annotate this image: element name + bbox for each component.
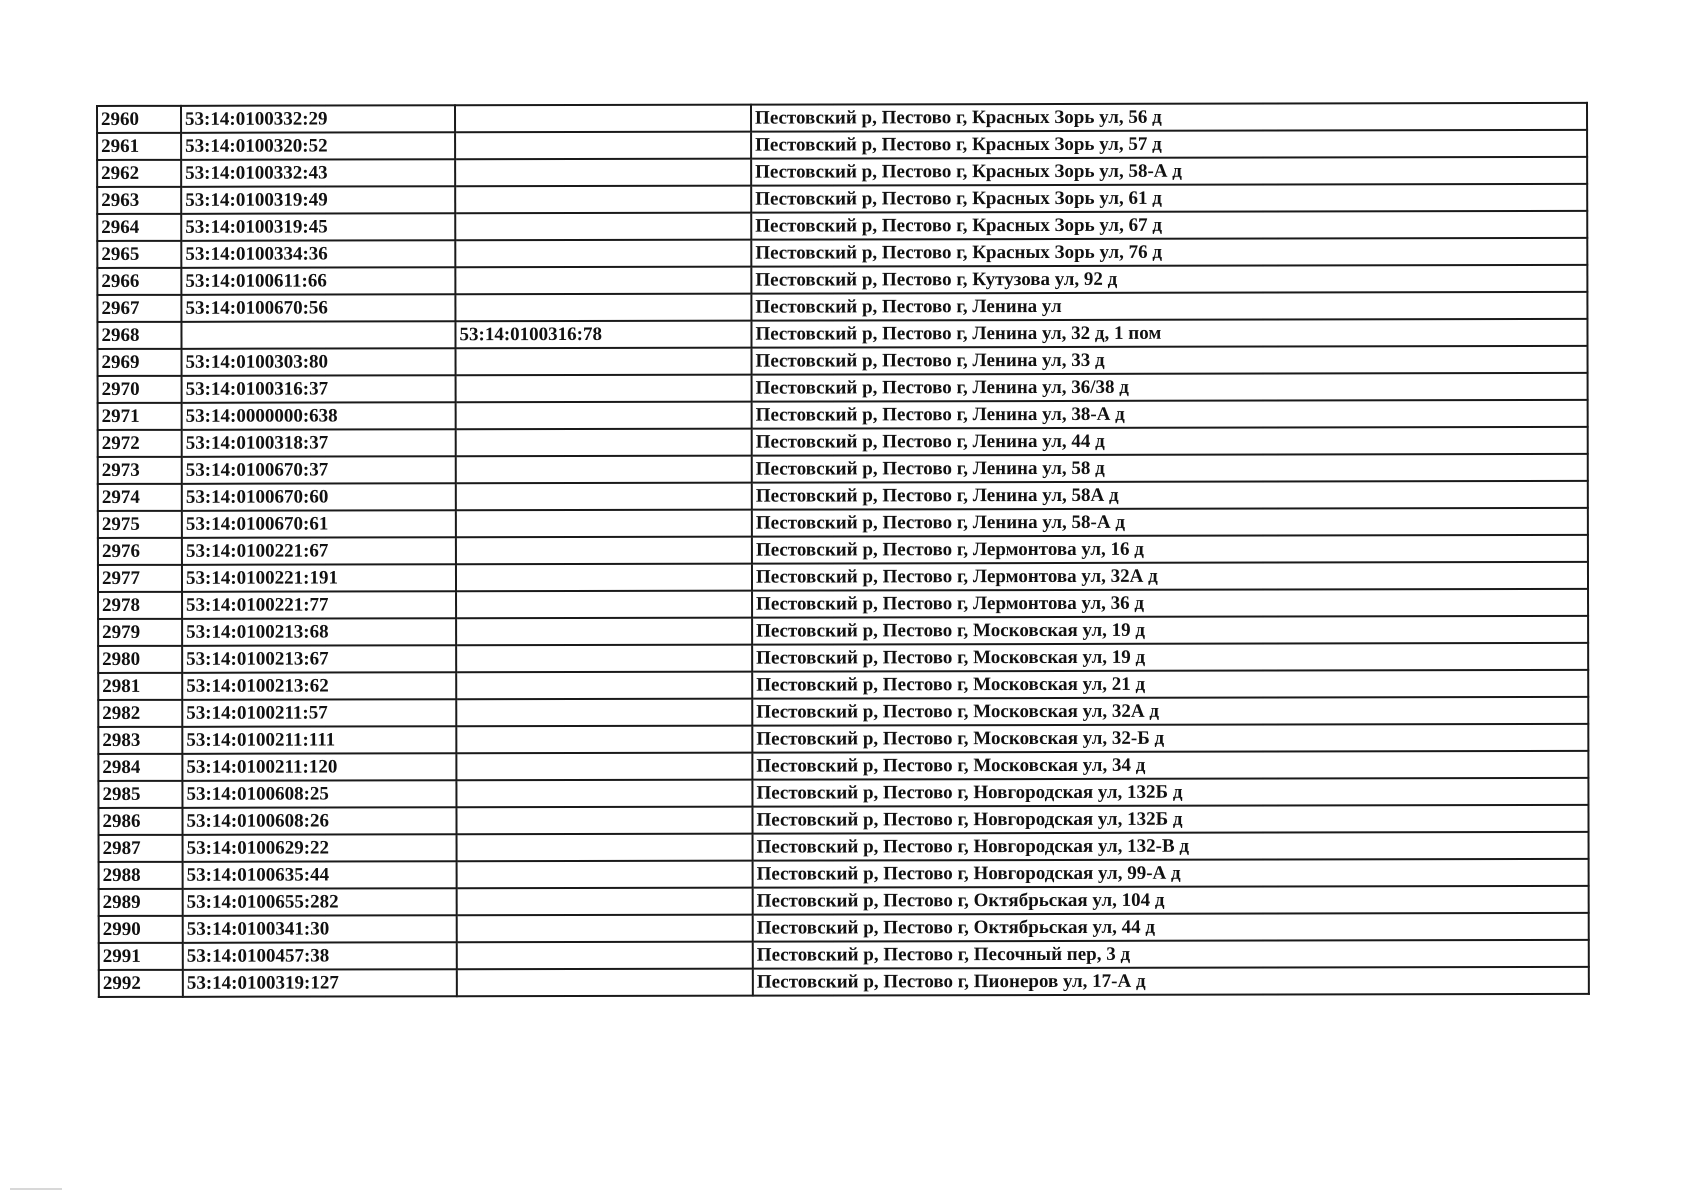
parent-cadastral-number <box>456 564 752 592</box>
cadastral-number: 53:14:0100211:120 <box>182 753 456 781</box>
row-number: 2975 <box>98 511 182 538</box>
cadastral-number: 53:14:0100213:62 <box>182 672 456 700</box>
row-number: 2985 <box>98 781 182 808</box>
table-row <box>97 292 1587 322</box>
parent-cadastral-number <box>455 132 751 160</box>
property-registry-table <box>96 102 1590 998</box>
table-row <box>98 562 1588 592</box>
table-row <box>99 940 1589 970</box>
address: Пестовский р, Пестово г, Красных Зорь ул, 57 д <box>751 130 1587 159</box>
cadastral-number: 53:14:0100629:22 <box>183 834 457 862</box>
table-row <box>98 616 1588 646</box>
parent-cadastral-number <box>455 213 751 241</box>
address: Пестовский р, Пестово г, Красных Зорь ул, 58-А д <box>751 157 1587 186</box>
row-number: 2961 <box>97 133 181 160</box>
address: Пестовский р, Пестово г, Ленина ул, 58-А д <box>752 508 1588 537</box>
cadastral-number: 53:14:0100341:30 <box>183 915 457 943</box>
cadastral-number: 53:14:0100320:52 <box>181 132 455 160</box>
parent-cadastral-number <box>457 861 753 889</box>
address: Пестовский р, Пестово г, Лермонтова ул, 32А д <box>752 562 1588 591</box>
cadastral-number: 53:14:0100334:36 <box>181 240 455 268</box>
parent-cadastral-number <box>456 402 752 430</box>
cadastral-number: 53:14:0100319:127 <box>183 969 457 997</box>
table-row <box>97 265 1587 295</box>
registry-table-body <box>97 103 1589 997</box>
cadastral-number: 53:14:0100670:60 <box>182 483 456 511</box>
address: Пестовский р, Пестово г, Красных Зорь ул, 67 д <box>751 211 1587 240</box>
table-row <box>97 130 1587 160</box>
row-number: 2966 <box>97 268 181 295</box>
parent-cadastral-number <box>457 915 753 943</box>
table-row <box>98 454 1588 484</box>
table-row <box>99 913 1589 943</box>
parent-cadastral-number <box>457 969 753 997</box>
address: Пестовский р, Пестово г, Октябрьская ул, 44 д <box>753 913 1589 942</box>
row-number: 2963 <box>97 187 181 214</box>
cadastral-number: 53:14:0100213:67 <box>182 645 456 673</box>
cadastral-number: 53:14:0100316:37 <box>182 375 456 403</box>
row-number: 2979 <box>98 619 182 646</box>
table-row <box>99 886 1589 916</box>
address: Пестовский р, Пестово г, Московская ул, 32А д <box>752 697 1588 726</box>
table-row <box>97 238 1587 268</box>
address: Пестовский р, Пестово г, Лермонтова ул, 16 д <box>752 535 1588 564</box>
address: Пестовский р, Пестово г, Песочный пер, 3 д <box>753 940 1589 969</box>
cadastral-number: 53:14:0100670:61 <box>182 510 456 538</box>
row-number: 2981 <box>98 673 182 700</box>
row-number: 2964 <box>97 214 181 241</box>
row-number: 2987 <box>99 835 183 862</box>
table-row <box>98 778 1588 808</box>
table-row <box>98 724 1588 754</box>
parent-cadastral-number <box>456 699 752 727</box>
table-row <box>98 481 1588 511</box>
address: Пестовский р, Пестово г, Ленина ул, 38-А д <box>752 400 1588 429</box>
cadastral-number: 53:14:0100608:25 <box>182 780 456 808</box>
table-row <box>98 535 1588 565</box>
parent-cadastral-number <box>456 753 752 781</box>
cadastral-number: 53:14:0100608:26 <box>182 807 456 835</box>
cadastral-number: 53:14:0100211:57 <box>182 699 456 727</box>
table-row <box>97 103 1587 133</box>
parent-cadastral-number <box>456 807 752 835</box>
parent-cadastral-number <box>456 591 752 619</box>
address: Пестовский р, Пестово г, Ленина ул, 33 д <box>752 346 1588 375</box>
row-number: 2984 <box>98 754 182 781</box>
address: Пестовский р, Пестово г, Новгородская ул, 99-А д <box>753 859 1589 888</box>
table-row <box>98 751 1588 781</box>
row-number: 2990 <box>99 916 183 943</box>
row-number: 2974 <box>98 484 182 511</box>
address: Пестовский р, Пестово г, Новгородская ул, 132-В д <box>753 832 1589 861</box>
row-number: 2962 <box>97 160 181 187</box>
table-row <box>98 346 1588 376</box>
cadastral-number: 53:14:0100611:66 <box>181 267 455 295</box>
cadastral-number: 53:14:0100319:45 <box>181 213 455 241</box>
address: Пестовский р, Пестово г, Лермонтова ул, 36 д <box>752 589 1588 618</box>
address: Пестовский р, Пестово г, Ленина ул <box>751 292 1587 321</box>
cadastral-number <box>181 321 455 349</box>
row-number: 2988 <box>99 862 183 889</box>
cadastral-number: 53:14:0100635:44 <box>183 861 457 889</box>
address: Пестовский р, Пестово г, Московская ул, 19 д <box>752 643 1588 672</box>
address: Пестовский р, Пестово г, Новгородская ул, 132Б д <box>752 805 1588 834</box>
table-row <box>99 967 1589 997</box>
parent-cadastral-number <box>456 780 752 808</box>
address: Пестовский р, Пестово г, Московская ул, 19 д <box>752 616 1588 645</box>
parent-cadastral-number <box>456 375 752 403</box>
row-number: 2986 <box>98 808 182 835</box>
table-row <box>97 157 1587 187</box>
table-row <box>98 373 1588 403</box>
parent-cadastral-number <box>456 429 752 457</box>
address: Пестовский р, Пестово г, Московская ул, 34 д <box>752 751 1588 780</box>
parent-cadastral-number <box>455 267 751 295</box>
row-number: 2978 <box>98 592 182 619</box>
address: Пестовский р, Пестово г, Кутузова ул, 92 д <box>751 265 1587 294</box>
cadastral-number: 53:14:0100670:37 <box>182 456 456 484</box>
table-row <box>99 859 1589 889</box>
parent-cadastral-number <box>456 726 752 754</box>
cadastral-number: 53:14:0100332:29 <box>181 105 455 133</box>
cadastral-number: 53:14:0100303:80 <box>182 348 456 376</box>
parent-cadastral-number <box>457 888 753 916</box>
cadastral-number: 53:14:0100332:43 <box>181 159 455 187</box>
row-number: 2970 <box>98 376 182 403</box>
row-number: 2965 <box>97 241 181 268</box>
table-row <box>98 697 1588 727</box>
address: Пестовский р, Пестово г, Ленина ул, 44 д <box>752 427 1588 456</box>
parent-cadastral-number <box>455 105 751 133</box>
cadastral-number: 53:14:0100670:56 <box>181 294 455 322</box>
row-number: 2972 <box>98 430 182 457</box>
table-row <box>98 670 1588 700</box>
address: Пестовский р, Пестово г, Московская ул, 32-Б д <box>752 724 1588 753</box>
cadastral-number: 53:14:0100221:77 <box>182 591 456 619</box>
parent-cadastral-number <box>456 618 752 646</box>
cadastral-number: 53:14:0100319:49 <box>181 186 455 214</box>
parent-cadastral-number <box>456 456 752 484</box>
address: Пестовский р, Пестово г, Ленина ул, 58А д <box>752 481 1588 510</box>
row-number: 2973 <box>98 457 182 484</box>
parent-cadastral-number <box>456 348 752 376</box>
row-number: 2969 <box>98 349 182 376</box>
address: Пестовский р, Пестово г, Московская ул, 21 д <box>752 670 1588 699</box>
row-number: 2977 <box>98 565 182 592</box>
cadastral-number: 53:14:0100213:68 <box>182 618 456 646</box>
parent-cadastral-number <box>456 672 752 700</box>
table-row <box>99 832 1589 862</box>
table-row <box>97 184 1587 214</box>
table-row <box>98 643 1588 673</box>
table-row <box>97 211 1587 241</box>
parent-cadastral-number <box>456 483 752 511</box>
row-number: 2980 <box>98 646 182 673</box>
parent-cadastral-number <box>456 510 752 538</box>
cadastral-number: 53:14:0100221:67 <box>182 537 456 565</box>
parent-cadastral-number: 53:14:0100316:78 <box>455 321 751 349</box>
table-row <box>98 427 1588 457</box>
table-row <box>98 589 1588 619</box>
address: Пестовский р, Пестово г, Ленина ул, 36/38 д <box>752 373 1588 402</box>
cadastral-number: 53:14:0100211:111 <box>182 726 456 754</box>
address: Пестовский р, Пестово г, Новгородская ул, 132Б д <box>752 778 1588 807</box>
row-number: 2991 <box>99 943 183 970</box>
cadastral-number: 53:14:0100457:38 <box>183 942 457 970</box>
parent-cadastral-number <box>455 159 751 187</box>
row-number: 2989 <box>99 889 183 916</box>
parent-cadastral-number <box>456 645 752 673</box>
row-number: 2992 <box>99 970 183 997</box>
address: Пестовский р, Пестово г, Красных Зорь ул, 61 д <box>751 184 1587 213</box>
cadastral-number: 53:14:0100318:37 <box>182 429 456 457</box>
address: Пестовский р, Пестово г, Октябрьская ул, 104 д <box>753 886 1589 915</box>
address: Пестовский р, Пестово г, Пионеров ул, 17-А д <box>753 967 1589 996</box>
row-number: 2960 <box>97 106 181 133</box>
row-number: 2983 <box>98 727 182 754</box>
parent-cadastral-number <box>455 294 751 322</box>
parent-cadastral-number <box>455 240 751 268</box>
address: Пестовский р, Пестово г, Ленина ул, 58 д <box>752 454 1588 483</box>
row-number: 2968 <box>97 322 181 349</box>
row-number: 2967 <box>97 295 181 322</box>
table-row <box>98 508 1588 538</box>
row-number: 2976 <box>98 538 182 565</box>
scan-artifact <box>10 1188 62 1190</box>
parent-cadastral-number <box>455 186 751 214</box>
row-number: 2971 <box>98 403 182 430</box>
cadastral-number: 53:14:0100221:191 <box>182 564 456 592</box>
table-row <box>97 319 1587 349</box>
row-number: 2982 <box>98 700 182 727</box>
table-row <box>98 805 1588 835</box>
table-row <box>98 400 1588 430</box>
address: Пестовский р, Пестово г, Красных Зорь ул, 76 д <box>751 238 1587 267</box>
cadastral-number: 53:14:0100655:282 <box>183 888 457 916</box>
address: Пестовский р, Пестово г, Ленина ул, 32 д, 1 пом <box>751 319 1587 348</box>
parent-cadastral-number <box>456 537 752 565</box>
cadastral-number: 53:14:0000000:638 <box>182 402 456 430</box>
parent-cadastral-number <box>457 834 753 862</box>
address: Пестовский р, Пестово г, Красных Зорь ул, 56 д <box>751 103 1587 132</box>
parent-cadastral-number <box>457 942 753 970</box>
